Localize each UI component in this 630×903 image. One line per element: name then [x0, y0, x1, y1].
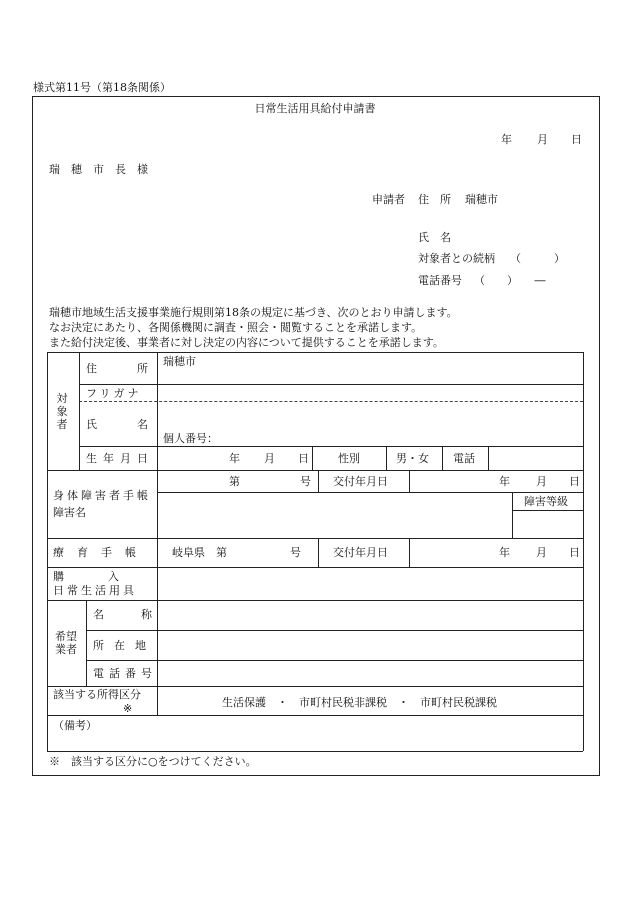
- subject-birth-label: 生年月日: [86, 452, 154, 465]
- ryoiku-label: 療育手帳: [53, 546, 149, 559]
- grid-line: [79, 352, 80, 470]
- subject-name-label: 氏 名: [86, 418, 154, 431]
- grid-line: [47, 600, 583, 601]
- disability-name-label: 障害名: [53, 506, 86, 519]
- applicant-heading: 申請者: [372, 193, 405, 206]
- disability-grade-label: 障害等級: [524, 495, 568, 508]
- applicant-address-value: 瑞穂市: [465, 193, 498, 206]
- item-label-line-2: 日常生活用具: [53, 584, 137, 597]
- ryoiku-month: 月: [536, 546, 547, 559]
- applicant-name-label: 氏 名: [418, 231, 451, 244]
- income-options: 生活保護 ・ 市町村民税非課税 ・ 市町村民税課税: [222, 696, 497, 709]
- grid-line: [157, 492, 583, 493]
- grid-line: [409, 538, 410, 567]
- income-label: 該当する所得区分: [53, 688, 141, 701]
- ryoiku-gou: 号: [290, 546, 301, 559]
- disability-month: 月: [536, 475, 547, 488]
- remarks-label: （備考）: [53, 719, 97, 732]
- grid-line: [512, 492, 513, 538]
- grid-line: [47, 470, 583, 471]
- grid-line: [86, 660, 583, 661]
- date-month: 月: [537, 133, 548, 146]
- addressee: 瑞 穂 市 長 様: [49, 163, 148, 176]
- grid-line: [79, 446, 583, 447]
- ryoiku-year: 年: [499, 546, 510, 559]
- applicant-phone-label: 電話番号: [418, 274, 462, 287]
- grid-line: [318, 538, 319, 567]
- grid-line-dashed: [79, 401, 583, 402]
- disability-label: 身体障害者手帳: [53, 489, 151, 502]
- ryoiku-day: 日: [569, 546, 580, 559]
- statement-line-1: 瑞穂市地域生活支援事業施行規則第18条の規定に基づき、次のとおり申請します。: [49, 306, 458, 319]
- ryoiku-issue-label: 交付年月日: [333, 546, 388, 559]
- subject-sex-options: 男・女: [396, 452, 429, 465]
- subject-address-value: 瑞穂市: [163, 355, 196, 368]
- subject-birth-year: 年: [229, 452, 240, 465]
- grid-line: [47, 715, 583, 716]
- applicant-relation-label: 対象者との続柄: [418, 252, 495, 265]
- income-mark: ※: [123, 702, 133, 715]
- grid-line: [318, 470, 319, 492]
- grid-line: [512, 510, 583, 511]
- applicant-phone-format: （ ） ―: [474, 274, 546, 287]
- vendor-group-label: 希望業者: [55, 630, 77, 656]
- grid-line: [79, 384, 583, 385]
- footnote: ※ 該当する区分に○をつけてください。: [49, 755, 257, 768]
- subject-birth-day: 日: [298, 452, 309, 465]
- disability-gou: 号: [300, 475, 311, 488]
- disability-issue-label: 交付年月日: [333, 475, 388, 488]
- grid-line: [583, 352, 584, 751]
- grid-line: [386, 446, 387, 470]
- applicant-relation-paren: （ ）: [510, 252, 565, 265]
- grid-line: [312, 446, 313, 470]
- grid-line: [488, 446, 489, 470]
- item-label-line-1: 購 入: [53, 570, 119, 583]
- disability-day: 日: [569, 475, 580, 488]
- subject-birth-month: 月: [264, 452, 275, 465]
- statement-line-3: また給付決定後、事業者に対し決定の内容について提供することを承諾します。: [49, 336, 444, 349]
- subject-group-label: 対象者: [56, 392, 68, 431]
- applicant-address-label: 住 所: [418, 193, 451, 206]
- grid-line: [157, 352, 158, 715]
- date-year: 年: [501, 133, 512, 146]
- grid-line: [442, 446, 443, 470]
- vendor-name-label: 名 称: [93, 608, 157, 621]
- subject-phone-label: 電話: [453, 452, 475, 465]
- grid-line: [47, 538, 583, 539]
- vendor-location-label: 所在地: [93, 639, 156, 652]
- grid-line: [47, 686, 583, 687]
- date-day: 日: [571, 133, 582, 146]
- grid-line: [47, 352, 583, 353]
- disability-dai: 第: [229, 475, 240, 488]
- grid-line: [409, 470, 410, 492]
- disability-year: 年: [499, 475, 510, 488]
- form-number: 様式第11号（第18条関係）: [33, 81, 171, 94]
- grid-line: [86, 630, 583, 631]
- form-title: 日常生活用具給付申請書: [254, 102, 376, 115]
- grid-line: [86, 600, 87, 686]
- subject-address-label: 住 所: [86, 362, 154, 375]
- subject-personal-number-label: 個人番号：: [163, 432, 218, 445]
- statement-line-2: なお決定にあたり、各関係機関に調査・照会・閲覧することを承諾します。: [49, 321, 423, 334]
- grid-line: [47, 751, 583, 752]
- vendor-phone-label: 電話番号: [93, 667, 157, 680]
- grid-line: [47, 352, 48, 751]
- subject-sex-label: 性別: [338, 452, 360, 465]
- grid-line: [47, 567, 583, 568]
- subject-furigana-label: フリガナ: [86, 387, 142, 400]
- ryoiku-prefix: 岐阜県 第: [172, 546, 227, 559]
